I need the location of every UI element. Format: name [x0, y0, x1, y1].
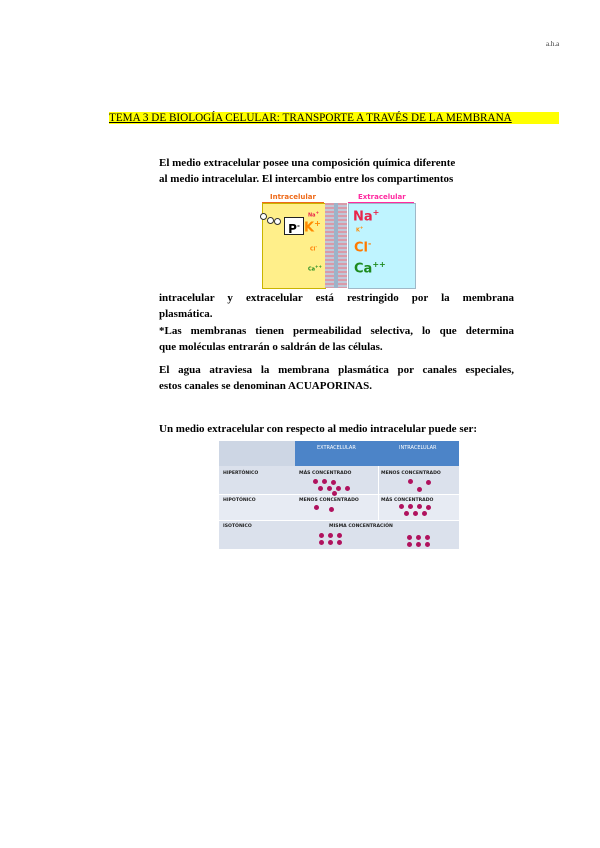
solute-dot	[417, 487, 422, 492]
row-label-hipertonico: HIPERTÓNICO	[223, 471, 259, 476]
solute-dot	[318, 486, 323, 491]
paragraph-permeability	[159, 323, 514, 355]
solute-dot	[319, 533, 324, 538]
solute-dot	[336, 486, 341, 491]
paragraph-line: *Las membranas tienen permeabilidad selectiva, lo que determina	[159, 325, 514, 337]
solute-dot	[314, 505, 319, 510]
membrane-diagram	[262, 193, 414, 287]
molecule-circle-icon	[274, 218, 281, 225]
solute-dot	[331, 480, 336, 485]
tonicity-table	[219, 441, 459, 549]
solute-dot	[337, 533, 342, 538]
cell-extra-hipotonico: MENOS CONCENTRADO	[299, 498, 359, 503]
solute-dot	[313, 479, 318, 484]
solute-dot	[422, 511, 427, 516]
row-divider	[219, 494, 459, 495]
sodium-ion-out: Na+	[353, 208, 380, 225]
potassium-ion-in: K+	[304, 219, 321, 236]
potassium-ion-out: K+	[356, 225, 364, 234]
solute-dot	[416, 535, 421, 540]
solute-dot	[327, 486, 332, 491]
solute-dot	[399, 504, 404, 509]
paragraph-tonicity-intro	[159, 421, 519, 437]
solute-dot	[413, 511, 418, 516]
paragraph-line: El medio extracelular posee una composición química diferente	[159, 157, 456, 169]
paragraph-line: Un medio extracelular con respecto al medio intracelular puede ser:	[159, 423, 478, 435]
paragraph-composition	[159, 155, 514, 187]
molecule-circle-icon	[260, 213, 267, 220]
solute-dot	[425, 542, 430, 547]
solute-dot	[426, 480, 431, 485]
row-label-hipotonico: HIPOTÓNICO	[223, 498, 256, 503]
solute-dot	[426, 505, 431, 510]
extracelular-label: Extracelular	[358, 193, 406, 201]
solute-dot	[407, 535, 412, 540]
solute-dot	[408, 504, 413, 509]
solute-dot	[328, 533, 333, 538]
column-divider	[378, 466, 379, 520]
solute-dot	[319, 540, 324, 545]
solute-dot	[322, 479, 327, 484]
calcium-ion-out: Ca++	[354, 260, 386, 277]
chloride-ion-out: Cl-	[354, 239, 372, 256]
solute-dot	[407, 542, 412, 547]
solute-dot	[416, 542, 421, 547]
header-extracelular: EXTRACELULAR	[317, 445, 356, 451]
paragraph-line: estos canales se denominan ACUAPORINAS.	[159, 380, 372, 392]
cell-intra-hipotonico: MÁS CONCENTRADO	[381, 498, 434, 503]
cell-intra-hipertonico: MENOS CONCENTRADO	[381, 471, 441, 476]
solute-dot	[404, 511, 409, 516]
solute-dot	[329, 507, 334, 512]
molecule-circle-icon	[267, 217, 274, 224]
paragraph-aquaporins	[159, 362, 514, 394]
row-divider	[219, 520, 459, 521]
page-title: TEMA 3 DE BIOLOGÍA CELULAR: TRANSPORTE A TRAVÉS DE LA MEMBRANA	[109, 112, 559, 124]
header-mark: a.h.a	[546, 40, 560, 48]
plasma-membrane	[325, 203, 347, 288]
paragraph-line: El agua atraviesa la membrana plasmática por canales especiales,	[159, 364, 514, 376]
paragraph-line: plasmática.	[159, 308, 213, 320]
solute-dot	[332, 491, 337, 496]
sodium-ion-in: Na+	[308, 210, 320, 219]
solute-dot	[328, 540, 333, 545]
solute-dot	[408, 479, 413, 484]
paragraph-line: al medio intracelular. El intercambio entre los compartimentos	[159, 173, 454, 185]
paragraph-line: intracelular y extracelular está restringido por la membrana	[159, 292, 514, 304]
paragraph-line: que moléculas entrarán o saldrán de las células.	[159, 341, 383, 353]
paragraph-restriction	[159, 290, 514, 322]
solute-dot	[417, 504, 422, 509]
chloride-ion-in: Cl-	[310, 244, 318, 253]
solute-dot	[337, 540, 342, 545]
calcium-ion-in: Ca++	[308, 264, 323, 273]
row-label-isotonico: ISOTÓNICO	[223, 524, 252, 529]
cell-extra-hipertonico: MÁS CONCENTRADO	[299, 471, 352, 476]
phosphate-ion: P-	[284, 217, 304, 235]
solute-dot	[425, 535, 430, 540]
cell-isotonico: MISMA CONCENTRACIÓN	[329, 524, 393, 529]
header-intracelular: INTRACELULAR	[399, 445, 437, 451]
solute-dot	[345, 486, 350, 491]
intracelular-label: Intracelular	[270, 193, 316, 201]
